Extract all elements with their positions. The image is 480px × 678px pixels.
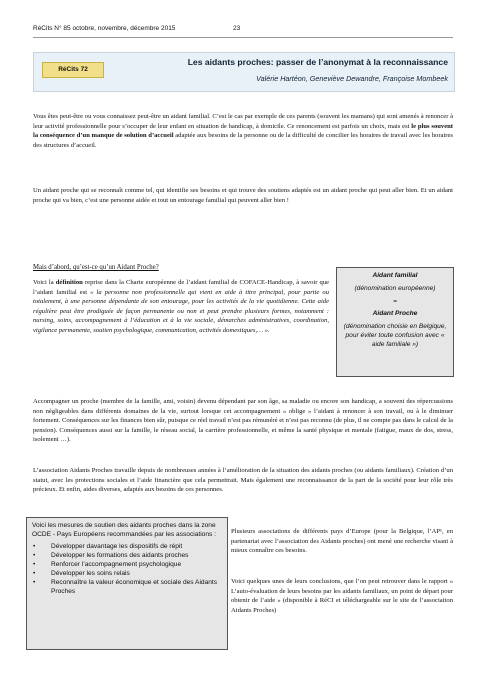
- intro-text-bold: le plus souvent la conséquence d’un manque de solution d’accueil: [33, 122, 454, 140]
- definition-sidebox: [336, 267, 454, 377]
- intro-text-a: Vous êtes peut-être ou vous connaissez peut-être un aidant familial. C’est le cas par exemple de ces parents (souvent les mamans) qui sont amenés à renoncer à leur activité professionnelle pour s’occuper de leur enfant en situation de handicap, à domicile. Ce renoncement est parfois un choix, mais est: [33, 113, 453, 130]
- term-aidant-familial: Aidant familial: [372, 272, 418, 279]
- article-title-block: [33, 52, 455, 92]
- measure-text: Développer les soins relais: [51, 570, 130, 577]
- intro-paragraph-1: [33, 112, 453, 150]
- bullet-icon: •: [33, 561, 36, 568]
- list-item: [33, 569, 227, 578]
- def-text-a: Voici la: [33, 279, 56, 286]
- measure-text: Développer les formations des aidants proches: [51, 552, 189, 559]
- header-rule: [33, 37, 453, 38]
- recits-badge: RéCits 72: [42, 62, 104, 78]
- body-paragraph-2: L’association Aidants Proches travaille depuis de nombreuses années à l’amélioration de la situation des aidants proches (ou aidants familiaux). Création d’un statut, avec les protections sociales et l’aide financière que cela permettrait. Mais également une reconnaissance de la part de la société pour leur rôle très précieux. Et enfin, aides diverses, adaptés aux besoins de ces personnes.: [33, 467, 453, 494]
- measure-text: Renforcer l’accompagnement psychologique: [51, 561, 182, 568]
- right-paragraph-2: Voici quelques unes de leurs conclusions, que l’on peut retrouver dans le rapport « L’auto-évaluation de leurs besoins par les aidants familiaux, un point de départ pour obtenir de l’aide » (disponible à RéCI et téléchargeable sur le site de l’association Aidants Proches): [231, 578, 453, 614]
- intro-paragraph-2: Un aidant proche qui se reconnaît comme tel, qui identifie ses besoins et qui trouve des soutiens adaptés est un aidant proche qui peut aller bien. Et un aidant proche qui va bien, c’est une personne aidée et tout un entourage familial qui peuvent aller bien !: [33, 187, 453, 204]
- list-item: [33, 578, 227, 596]
- term-aidant-proche: Aidant Proche: [372, 310, 418, 317]
- section-subtitle: Mais d’abord, qu’est-ce qu’un Aidant Proche?: [33, 264, 159, 271]
- list-item: [33, 551, 227, 560]
- body-paragraph-1: Accompagner un proche (membre de la famille, ami, voisin) devenu dépendant par son âge, sa maladie ou encore son handicap, a souvent des répercussions non négligeables dans différents domaines de la vie, surtout lorsque cet accompagnement « oblige » l’aidant à renoncer à son travail, ou à le diminuer fortement. Conséquences sur les finances bien sûr, puisque ce réel travail n’est pas rémunéré et n’est pas reconnu (de plus, il ne compte pas dans le calcul de la pension). Conséquences aussi sur la famille, le réseau social, la carrière professionnelle, et même la santé physique et mentale (fatigue, maux de dos, stress, isolement …).: [33, 398, 453, 444]
- list-item: [33, 560, 227, 569]
- article-title: Les aidants proches: passer de l’anonymat à la reconnaissance: [187, 57, 448, 67]
- term-aidant-proche-note: (dénomination choisie en Belgique, pour éviter toute confusion avec « aide familiale »): [343, 323, 447, 348]
- measure-text: Reconnaître la valeur économique et sociale des Aidants Proches: [51, 579, 218, 595]
- intro-text-b: adaptée aux besoins de la personne ou de la difficulté de concilier les horaires de travail avec les horaires des structures d’accueil.: [33, 132, 453, 149]
- measures-list: [27, 542, 227, 596]
- def-text-b: reprise dans la Charte européenne de l’aidant familial de COFACE-Handicap, à savoir que l’aidant familial est: [33, 279, 329, 296]
- bullet-icon: •: [33, 552, 36, 559]
- def-text-bold: définition: [55, 279, 83, 286]
- measure-text: Développer davantage les dispositifs de répit: [51, 543, 183, 550]
- bullet-icon: •: [33, 579, 36, 586]
- issue-label: RéCits N° 85 octobre, novembre, décembre 2015: [33, 25, 176, 32]
- bullet-icon: •: [33, 543, 36, 550]
- term-aidant-familial-note: (dénomination européenne): [354, 285, 436, 292]
- definition-paragraph: [33, 278, 329, 336]
- page-number: 23: [233, 25, 241, 32]
- list-item: [33, 542, 227, 551]
- right-paragraph-1: Plusieurs associations de différents pays d’Europe (pour la Belgique, l’AP¹, en partenariat avec l’association des Aidants proches) ont mené une recherche visant à mieux connaître ces besoins.: [231, 528, 453, 555]
- article-authors: Valérie Hartéon, Geneviève Dewandre, Françoise Mombeek: [256, 74, 448, 83]
- def-quote: « la personne non professionnelle qui vient en aide à titre principal, pour partie ou totalement, à une personne dépendante de son entourage, pour les activités de la vie quotidienne. Cette aide régulière peut être prodiguée de façon permanente ou non et peut prendre plusieurs formes, notamment : nursing, soins, accompagnement à l’éducation et à la vie sociale, démarches administratives, coordination, vigilance permanente, soutien psychologique, communication, activités domestiques,… ».: [33, 288, 330, 334]
- measures-box: [26, 517, 228, 650]
- equals-sign: =: [393, 298, 397, 305]
- bullet-icon: •: [33, 570, 36, 577]
- running-header: [33, 25, 241, 32]
- measures-intro: Voici les mesures de soutien des aidants proches dans la zone OCDE - Pays Européens recommandées par les associations :: [32, 522, 216, 538]
